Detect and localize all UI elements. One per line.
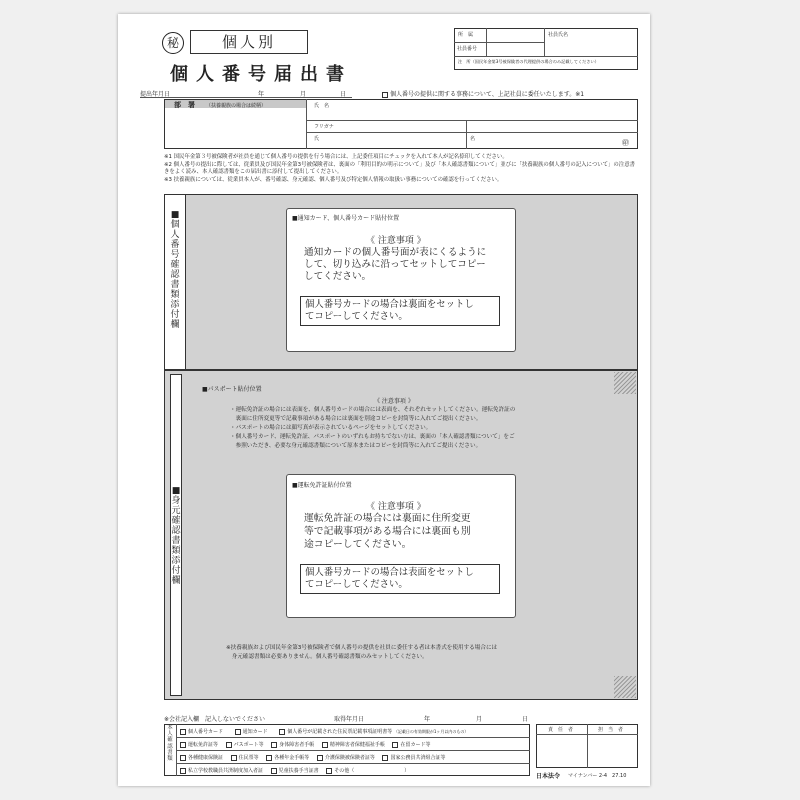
employee-name-label: 社員氏名: [548, 32, 569, 38]
hatch-corner-bottom: [614, 676, 636, 698]
hatch-corner-top: [614, 372, 636, 394]
footnotes: [164, 154, 640, 184]
identity-bottom-note: ※扶養親族および国民年金第3号被保険者で個人番号の提供を社員に委任する者は本書式を使用する場合には 身元確認書類は必要ありません。個人番号確認書類のみセットしてください。: [226, 645, 498, 660]
dept-note: （扶養親族の場合は続柄）: [206, 103, 267, 109]
passport-title: ■パスポート貼付位置: [202, 386, 262, 393]
secret-mark: 秘: [166, 36, 179, 50]
identity-notice-lines: ・運転免許証の場合には表面を、個人番号カードの場合には表面を、それぞれセットしてください。運転免許証の 裏面に住所変更等で記載事項がある場合には裏面を別途コピーを封筒等に入れてご提出ください。 ・パスポートの場合には顔写真が表示されているページをセットしてください。 ・個人番号カード、運転免許証、パスポートのいずれもお持ちでない方は、裏面の「本人確認書類について」をご 参照いただき、必要な身元確認書類について原本またはコピーを封筒等に入れてご提出ください。: [230, 407, 516, 449]
checkbox-item[interactable]: 運転免許証等: [180, 742, 218, 748]
number-card-side-label: ■個人番号確認書類添付欄: [170, 210, 180, 330]
name-label: 氏 名: [314, 103, 330, 109]
identity-notice-heading: 《 注意事項 》: [374, 398, 414, 405]
publisher: 日本法令: [536, 773, 561, 780]
checkbox-item[interactable]: 児童扶養手当証書: [271, 768, 319, 774]
number-card-notice-heading: 《 注意事項 》: [366, 236, 426, 246]
checkbox-item[interactable]: 精神障害者保健福祉手帳: [322, 742, 385, 748]
submission-date-label: 提出年月日: [140, 91, 171, 98]
checkbox-item[interactable]: 各種健康保険証: [180, 755, 223, 761]
seal-mark: ㊞: [622, 139, 629, 147]
license-notice-heading: 《 注意事項 》: [366, 502, 426, 512]
id-docs-row-2: [180, 741, 430, 748]
consent-check-icon[interactable]: [382, 92, 388, 98]
checkbox-item[interactable]: 個人番号カード: [180, 729, 223, 735]
address-note: 注 所（国民年金第3号被保険者の代理提供の場合のみ記載してください）: [458, 59, 599, 64]
receipt-month-label: 月: [476, 716, 483, 723]
receipt-year-label: 年: [424, 716, 431, 723]
license-mynumber-note: 個人番号カードの場合は表面をセットし てコピーしてください。: [300, 564, 500, 594]
checkbox-item[interactable]: パスポート等: [226, 742, 264, 748]
secret-stamp: [162, 32, 184, 54]
license-notice-body: 運転免許証の場合には裏面に住所変更 等で記載事項がある場合には裏面も別 途コピーしてください。: [304, 513, 471, 550]
footnote-3: ※3 扶養親族については、従業員本人が、番号確認、身元確認、個人番号及び特定個人情報の取扱い事務についての確認を行ってください。: [164, 176, 503, 183]
furigana-label: フリガナ: [314, 124, 334, 130]
id-docs-side-label: 本人確認書類: [167, 725, 173, 763]
id-docs-row-1: [180, 728, 468, 735]
number-card-title: ■通知カード、個人番号カード貼付位置: [292, 215, 400, 222]
given-name-label: 名: [470, 136, 476, 142]
checkbox-item[interactable]: 各種年金手帳等: [266, 755, 309, 761]
number-card-notice-body: 通知カードの個人番号面が表にくるように して、切り込みに沿ってセットしてコピー してください。: [304, 247, 487, 282]
month-label: 月: [300, 91, 307, 98]
checkbox-item[interactable]: 介護保険被保険者証等: [317, 755, 375, 761]
approver-header: 責 任 者: [548, 727, 574, 733]
staff-header: 担 当 者: [598, 727, 624, 733]
checkbox-item[interactable]: 住民票等: [231, 755, 259, 761]
checkbox-item[interactable]: その他（ ）: [326, 768, 409, 774]
row1-note: （記載日の有効期限が1ヶ月以内のもの）: [393, 729, 469, 734]
id-docs-row-3: [180, 754, 445, 761]
checkbox-item[interactable]: 身体障害者手帳: [271, 742, 314, 748]
affiliation-label: 所 属: [458, 32, 474, 38]
checkbox-item[interactable]: 個人番号が記載された住民票記載事項証明書等: [279, 729, 392, 735]
form-code: マイナンバー 2-4 27.10: [568, 773, 627, 779]
receipt-day-label: 日: [522, 716, 529, 723]
category-box: [190, 30, 308, 54]
checkbox-item[interactable]: 在留カード等: [392, 742, 430, 748]
company-section-title: ※会社記入欄 記入しないでください: [164, 716, 266, 723]
day-label: 日: [340, 91, 347, 98]
consent-checkbox[interactable]: [382, 89, 584, 98]
footnote-1: ※1 国民年金第３号被保険者が社員を通じて個人番号の提供を行う場合には、上記委任項目にチェックを入れて本人が記名捺印してください。: [164, 154, 508, 160]
license-title: ■運転免許証貼付位置: [292, 482, 352, 489]
footnote-2: ※2 個人番号の提出に際しては、従業員及び国民年金第3号被保険者は、裏面の「利用目的の明示について」及び「本人確認書類について」並びに「扶養親族の個人番号の記入について」の注意書きをよく読み、本人確認書類をこの届出書に添付して提出してください。: [164, 161, 635, 176]
category-label: 個人別: [221, 33, 276, 51]
number-card-mynumber-note: 個人番号カードの場合は裏面をセットし てコピーしてください。: [300, 296, 500, 326]
checkbox-item[interactable]: 国家公務員共済組合証等: [382, 755, 445, 761]
consent-text: 個人番号の提供に関する事務について、上記社員に委任いたします。※1: [390, 91, 585, 98]
form-sheet: [118, 14, 650, 786]
employee-no-label: 社員番号: [457, 46, 478, 52]
id-docs-row-4: [180, 767, 409, 774]
form-title: 個人番号届出書: [170, 64, 352, 85]
checkbox-item[interactable]: 通知カード: [235, 729, 268, 735]
year-label: 年: [258, 91, 265, 98]
surname-label: 氏: [314, 136, 320, 142]
receipt-date-label: 取得年月日: [334, 716, 365, 723]
dept-label: 部 署: [174, 101, 195, 109]
identity-side-label: ■身元確認書類添付欄: [171, 486, 181, 586]
checkbox-item[interactable]: 私立学校教職員共済制度加入者証: [180, 768, 263, 774]
